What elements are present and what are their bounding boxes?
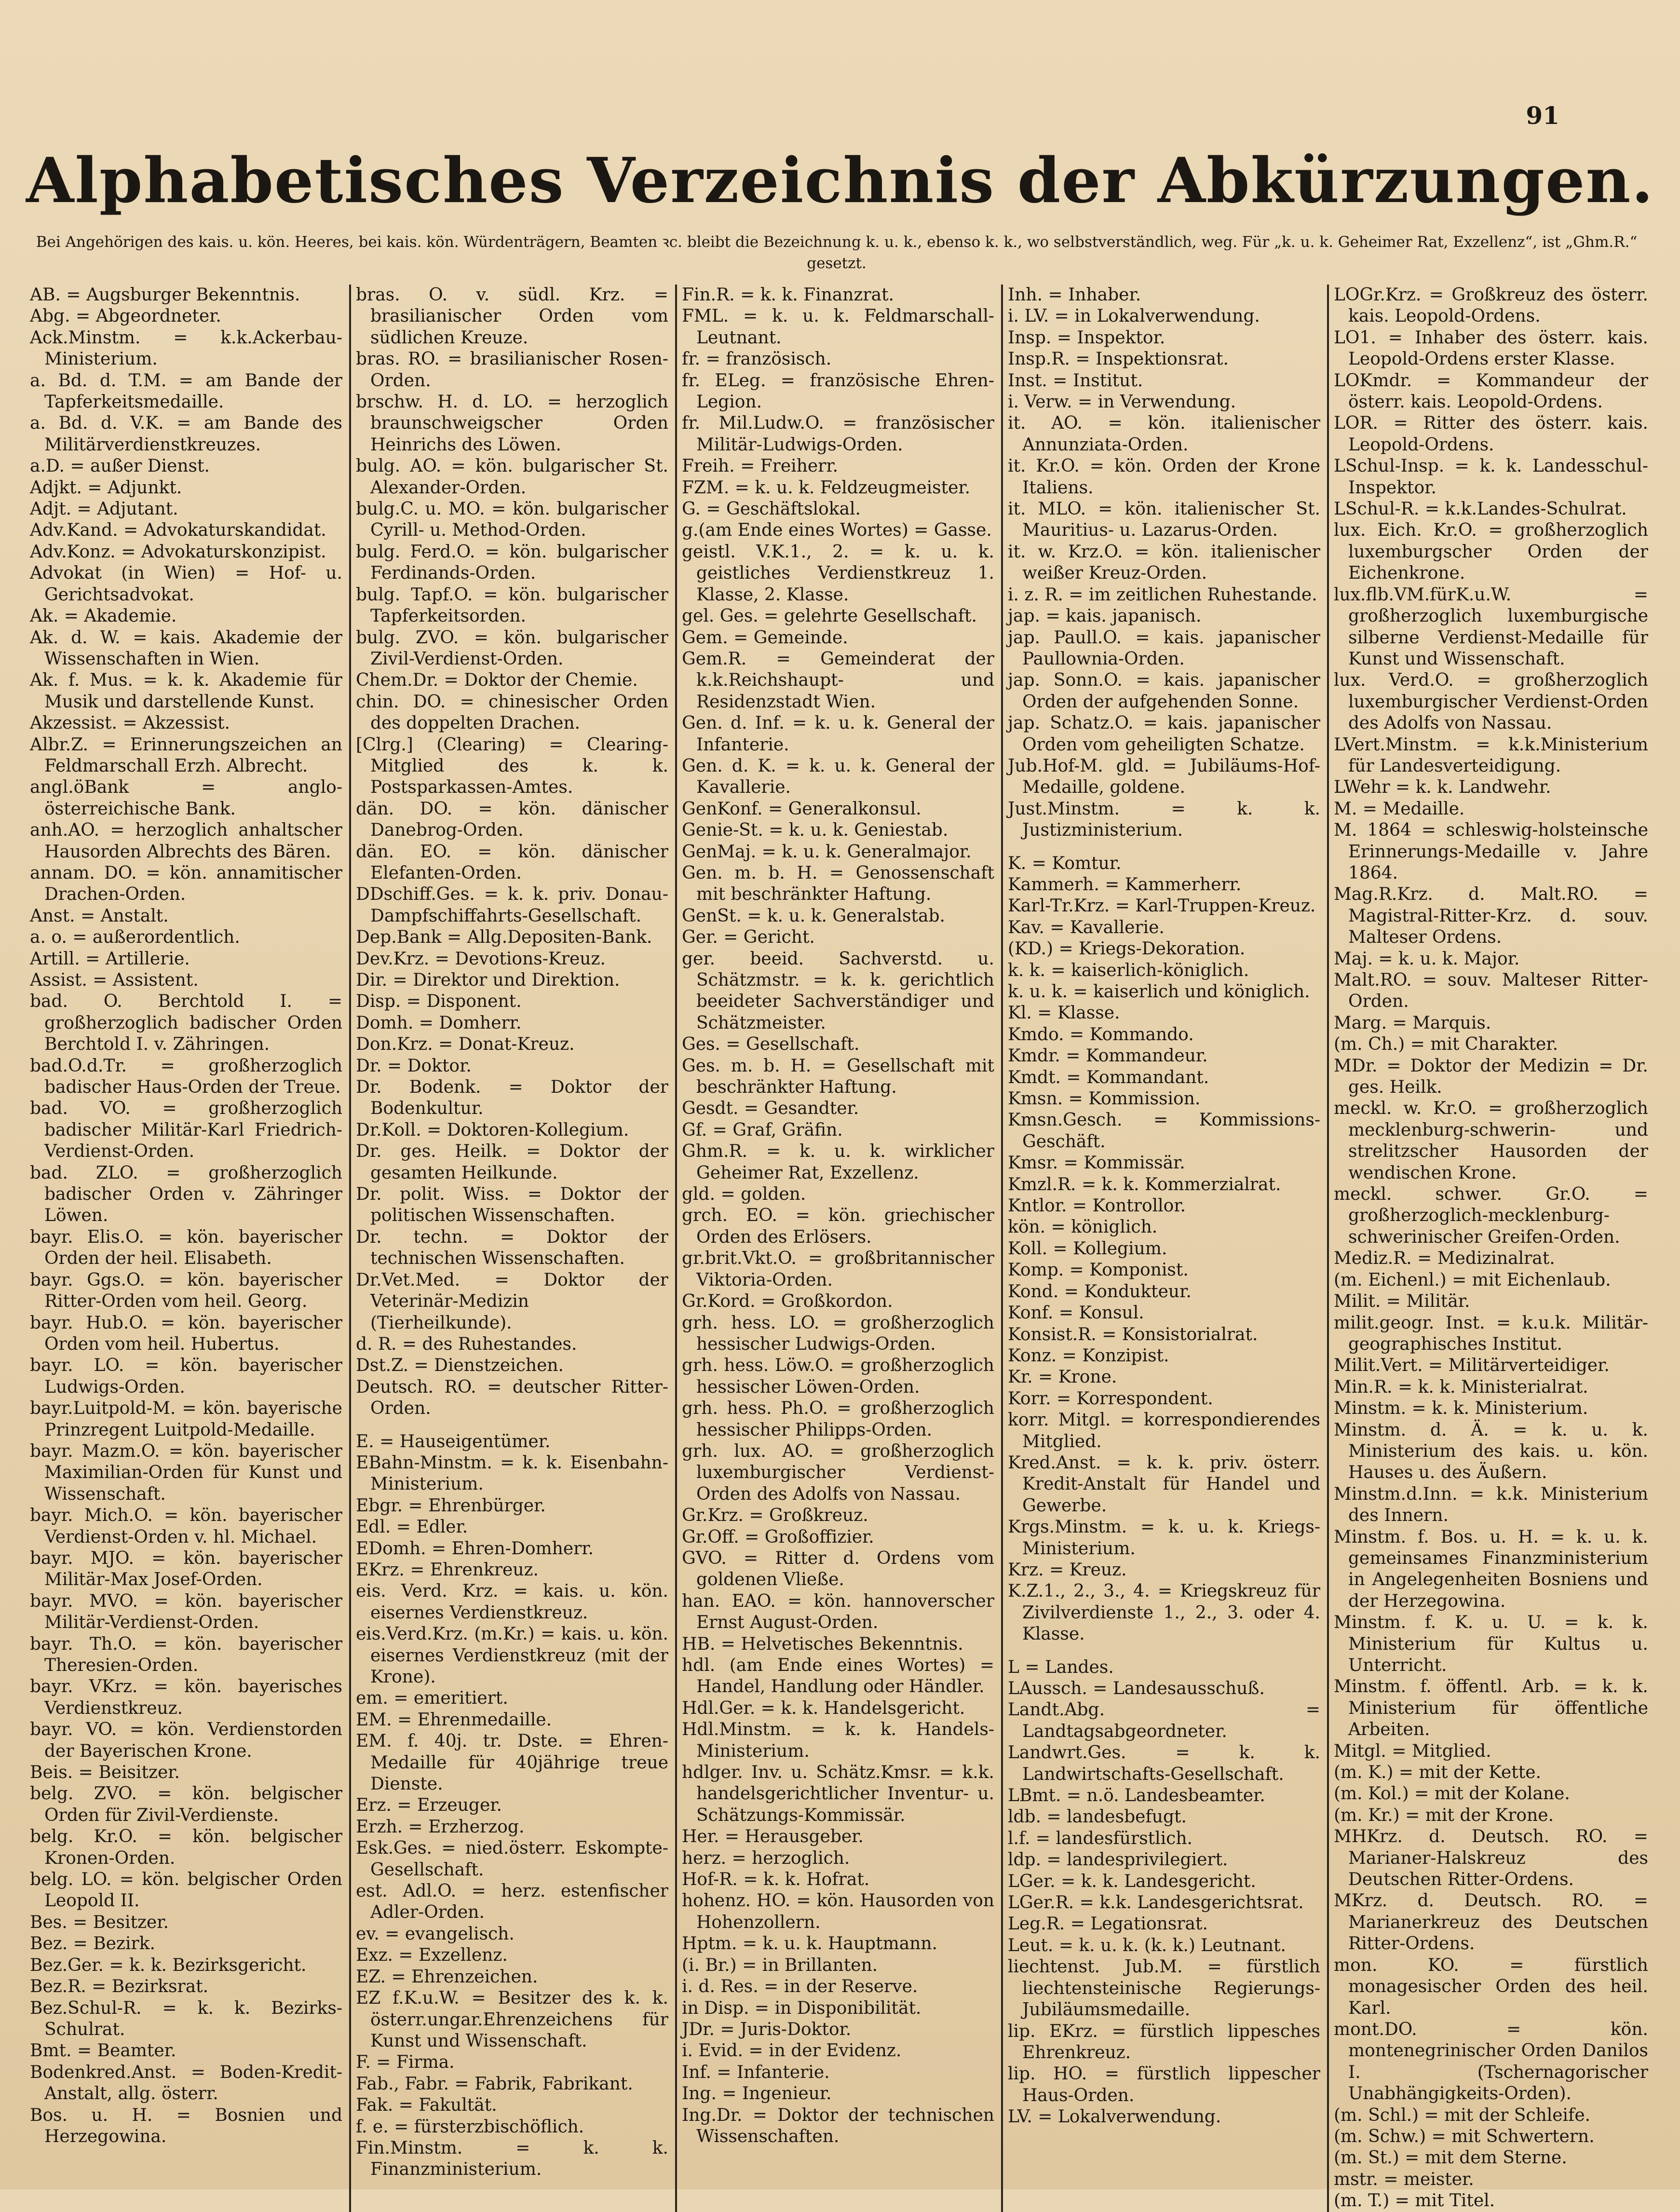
abbreviation-entry: Gf. = Graf, Gräfin. xyxy=(682,1120,843,1140)
abbreviation-entry: anh.AO. = herzoglich anhaltscher Hausorden Albrechts des Bären. xyxy=(30,820,342,862)
abbreviation-entry: it. w. Krz.O. = kön. italienischer weißer Kreuz-Orden. xyxy=(1008,542,1320,584)
abbreviation-entry: fr. ELeg. = französische Ehren-Legion. xyxy=(682,370,994,412)
abbreviation-entry: Genie-St. = k. u. k. Geniestab. xyxy=(682,820,948,841)
abbreviation-entry: Freih. = Freiherr. xyxy=(682,456,839,476)
abbreviation-entry: Gen. m. b. H. = Genossenschaft mit beschränkter Haftung. xyxy=(682,863,994,905)
abbreviation-entry: a.D. = außer Dienst. xyxy=(30,456,210,476)
abbreviation-entry: Ger. = Gericht. xyxy=(682,927,815,948)
abbreviation-entry: bras. O. v. südl. Krz. = brasilianischer Orden vom südlichen Kreuze. xyxy=(356,285,668,348)
abbreviation-entry: i. Verw. = in Verwendung. xyxy=(1008,392,1236,412)
abbreviation-entry: EZ f.K.u.W. = Besitzer des k. k. österr.ungar.Ehrenzeichens für Kunst und Wissenschaft. xyxy=(356,1988,668,2051)
abbreviation-entry: Mitgl. = Mitglied. xyxy=(1334,1741,1491,1761)
abbreviation-entry: M. 1864 = schleswig-holsteinsche Erinnerungs-Medaille v. Jahre 1864. xyxy=(1334,820,1648,883)
abbreviation-entry: Fin.Minstm. = k. k. Finanzministerium. xyxy=(356,2138,668,2180)
abbreviation-entry: Ack.Minstm. = k.k.Ackerbau-Ministerium. xyxy=(30,327,342,369)
abbreviation-entry: LOGr.Krz. = Großkreuz des österr. kais. Leopold-Ordens. xyxy=(1334,285,1648,326)
abbreviation-entry: Jub.Hof-M. gld. = Jubiläums-Hof-Medaille, goldene. xyxy=(1008,756,1320,798)
abbreviation-entry: Insp.R. = Inspektionsrat. xyxy=(1008,349,1229,369)
abbreviation-entry: Kmdo. = Kommando. xyxy=(1008,1024,1194,1045)
abbreviation-entry: LO1. = Inhaber des österr. kais. Leopold-Ordens erster Klasse. xyxy=(1334,327,1648,369)
abbreviation-entry: i. Evid. = in der Evidenz. xyxy=(682,2041,902,2061)
abbreviation-entry: kön. = königlich. xyxy=(1008,1217,1158,1237)
abbreviation-entry: Krz. = Kreuz. xyxy=(1008,1560,1127,1580)
abbreviation-entry: Dr. polit. Wiss. = Doktor der politischen Wissenschaften. xyxy=(356,1184,668,1226)
abbreviation-entry: GenKonf. = Generalkonsul. xyxy=(682,799,921,819)
abbreviation-entry: Ebgr. = Ehrenbürger. xyxy=(356,1495,546,1516)
abbreviation-entry: Deutsch. RO. = deutscher Ritter-Orden. xyxy=(356,1377,668,1419)
abbreviation-entry: hohenz. HO. = kön. Hausorden von Hohenzollern. xyxy=(682,1891,994,1932)
abbreviation-entry: Bez.Schul-R. = k. k. Bezirks-Schulrat. xyxy=(30,1998,342,2039)
abbreviation-entry: Inst. = Institut. xyxy=(1008,370,1143,391)
abbreviation-entry: Ak. = Akademie. xyxy=(30,606,177,626)
abbreviation-entry: Kl. = Klasse. xyxy=(1008,1003,1120,1023)
abbreviation-entry: bulg.C. u. MO. = kön. bulgarischer Cyrill- u. Method-Orden. xyxy=(356,499,668,541)
abbreviation-entry: ev. = evangelisch. xyxy=(356,1924,515,1944)
abbreviation-entry: Domh. = Domherr. xyxy=(356,1013,522,1033)
abbreviation-entry: Bez.Ger. = k. k. Bezirksgericht. xyxy=(30,1955,307,1975)
abbreviation-entry: lux. Eich. Kr.O. = großherzoglich luxemburgscher Orden der Eichenkrone. xyxy=(1334,520,1648,584)
abbreviation-entry: (KD.) = Kriegs-Dekoration. xyxy=(1008,939,1246,959)
abbreviation-entry: meckl. schwer. Gr.O. = großherzoglich-mecklenburg-schwerinischer Greifen-Orden. xyxy=(1334,1184,1648,1247)
abbreviation-entry: Minstm. d. Ä. = k. u. k. Ministerium des kais. u. kön. Hauses u. des Äußern. xyxy=(1334,1420,1648,1483)
abbreviation-entry: Adjt. = Adjutant. xyxy=(30,499,178,519)
abbreviation-entry: Mediz.R. = Medizinalrat. xyxy=(1334,1248,1555,1269)
abbreviation-entry: angl.öBank = anglo-österreichische Bank. xyxy=(30,777,342,819)
abbreviation-entry: Adjkt. = Adjunkt. xyxy=(30,477,182,498)
abbreviation-entry: geistl. V.K.1., 2. = k. u. k. geistliches Verdienstkreuz 1. Klasse, 2. Klasse. xyxy=(682,542,994,605)
abbreviation-entry: LOR. = Ritter des österr. kais. Leopold-Ordens. xyxy=(1334,413,1648,455)
abbreviation-entry: K. = Komtur. xyxy=(1008,853,1122,873)
abbreviation-entry: bad. VO. = großherzoglich badischer Militär-Karl Friedrich-Verdienst-Orden. xyxy=(30,1099,342,1162)
abbreviation-entry: bayr. Mazm.O. = kön. bayerischer Maximilian-Orden für Kunst und Wissenschaft. xyxy=(30,1441,342,1504)
column-4 xyxy=(1003,285,1329,2212)
abbreviation-entry: mont.DO. = kön. montenegrinischer Orden Danilos I. (Tschernagorischer Unabhängigkeits-Orden). xyxy=(1334,2019,1648,2104)
abbreviation-entry: mstr. = meister. xyxy=(1334,2169,1474,2189)
abbreviation-entry: ldb. = landesbefugt. xyxy=(1008,1807,1187,1827)
abbreviation-entry: hdlger. Inv. u. Schätz.Kmsr. = k.k. handelsgerichtlicher Inventur- u. Schätzungs-Kommissär. xyxy=(682,1763,994,1825)
abbreviation-entry: est. Adl.O. = herz. estenfischer Adler-Orden. xyxy=(356,1881,668,1923)
abbreviation-entry: Bos. u. H. = Bosnien und Herzegowina. xyxy=(30,2105,342,2146)
abbreviation-entry: [Clrg.] (Clearing) = Clearing-Mitglied des k. k. Postsparkassen-Amtes. xyxy=(356,734,668,798)
abbreviation-entry: chin. DO. = chinesischer Orden des doppelten Drachen. xyxy=(356,692,668,733)
abbreviation-entry: a. Bd. d. T.M. = am Bande der Tapferkeitsmedaille. xyxy=(30,370,342,412)
abbreviation-entry: Gr.Kord. = Großkordon. xyxy=(682,1291,893,1312)
abbreviation-entry: Inf. = Infanterie. xyxy=(682,2062,830,2082)
abbreviation-entry: Gr.Off. = Großoffizier. xyxy=(682,1527,874,1547)
abbreviation-entry: Gr.Krz. = Großkreuz. xyxy=(682,1506,868,1526)
abbreviation-entry: Hdl.Ger. = k. k. Handelsgericht. xyxy=(682,1698,965,1718)
abbreviation-entry: bayr. MVO. = kön. bayerischer Militär-Verdienst-Orden. xyxy=(30,1591,342,1633)
abbreviation-entry: Karl-Tr.Krz. = Karl-Truppen-Kreuz. xyxy=(1008,896,1316,916)
abbreviation-entry: g.(am Ende eines Wortes) = Gasse. xyxy=(682,520,992,541)
abbreviation-entry: Kond. = Kondukteur. xyxy=(1008,1281,1192,1302)
abbreviation-entry: (m. Eichenl.) = mit Eichenlaub. xyxy=(1334,1270,1611,1290)
abbreviation-entry: bayr. VO. = kön. Verdienstorden der Bayerischen Krone. xyxy=(30,1720,342,1761)
abbreviation-entry: Hof-R. = k. k. Hofrat. xyxy=(682,1870,870,1890)
abbreviation-entry: EM. f. 40j. tr. Dste. = Ehren-Medaille für 40jährige treue Dienste. xyxy=(356,1731,668,1794)
abbreviation-entry: Korr. = Korrespondent. xyxy=(1008,1388,1213,1409)
abbreviation-entry: Kmsr. = Kommissär. xyxy=(1008,1153,1185,1173)
abbreviation-entry: Dr. techn. = Doktor der technischen Wissenschaften. xyxy=(356,1227,668,1269)
abbreviation-entry: Konz. = Konzipist. xyxy=(1008,1345,1169,1366)
abbreviation-entry: gel. Ges. = gelehrte Gesellschaft. xyxy=(682,606,977,626)
abbreviation-entry: a. Bd. d. V.K. = am Bande des Militärverdienstkreuzes. xyxy=(30,413,342,455)
abbreviation-entry: grch. EO. = kön. griechischer Orden des Erlösers. xyxy=(682,1206,994,1247)
abbreviation-entry: Malt.RO. = souv. Malteser Ritter-Orden. xyxy=(1334,970,1648,1012)
abbreviation-entry: Leg.R. = Legationsrat. xyxy=(1008,1914,1208,1934)
abbreviation-entry: Ges. m. b. H. = Gesellschaft mit beschränkter Haftung. xyxy=(682,1056,994,1098)
abbreviation-entry: EM. = Ehrenmedaille. xyxy=(356,1710,552,1730)
abbreviation-entry: bayr. Th.O. = kön. bayerischer Theresien-Orden. xyxy=(30,1634,342,1675)
abbreviation-entry: Landwrt.Ges. = k. k. Landwirtschafts-Gesellschaft. xyxy=(1008,1743,1320,1784)
abbreviation-entry: Erz. = Erzeuger. xyxy=(356,1795,502,1816)
abbreviation-entry: Marg. = Marquis. xyxy=(1334,1013,1491,1033)
abbreviation-entry: a. o. = außerordentlich. xyxy=(30,927,240,948)
abbreviation-entry: Assist. = Assistent. xyxy=(30,970,199,990)
abbreviation-entry: (m. Schl.) = mit der Schleife. xyxy=(1334,2105,1591,2125)
abbreviation-entry: Kmsn.Gesch. = Kommissions-Geschäft. xyxy=(1008,1110,1320,1152)
abbreviation-entry: it. Kr.O. = kön. Orden der Krone Italiens. xyxy=(1008,456,1320,498)
abbreviation-entry: lip. EKrz. = fürstlich lippesches Ehrenkreuz. xyxy=(1008,2021,1320,2063)
abbreviation-entry: Beis. = Beisitzer. xyxy=(30,1763,180,1783)
abbreviation-entry: Dr. Bodenk. = Doktor der Bodenkultur. xyxy=(356,1077,668,1119)
abbreviation-entry: Exz. = Exzellenz. xyxy=(356,1945,508,1966)
abbreviation-entry: ldp. = landesprivilegiert. xyxy=(1008,1850,1228,1870)
abbreviation-entry: Fin.R. = k. k. Finanzrat. xyxy=(682,285,894,305)
abbreviation-entry: Kntlor. = Kontrollor. xyxy=(1008,1196,1186,1216)
abbreviation-entry: Edl. = Edler. xyxy=(356,1517,468,1537)
abbreviation-entry: FZM. = k. u. k. Feldzeugmeister. xyxy=(682,477,971,498)
abbreviation-entry: grh. lux. AO. = großherzoglich luxemburgischer Verdienst-Orden des Adolfs von Nassau. xyxy=(682,1441,994,1504)
abbreviation-entry: fr. = französisch. xyxy=(682,349,832,369)
abbreviation-entry: Chem.Dr. = Doktor der Chemie. xyxy=(356,670,638,691)
abbreviation-entry: Gesdt. = Gesandter. xyxy=(682,1099,859,1119)
abbreviation-entry: LOKmdr. = Kommandeur der österr. kais. Leopold-Ordens. xyxy=(1334,370,1648,412)
abbreviation-entry: Albr.Z. = Erinnerungszeichen an Feldmarschall Erzh. Albrecht. xyxy=(30,734,342,776)
abbreviation-entry: belg. LO. = kön. belgischer Orden Leopold II. xyxy=(30,1870,342,1911)
abbreviation-entry: l.f. = landesfürstlich. xyxy=(1008,1828,1192,1848)
abbreviation-entry: Insp. = Inspektor. xyxy=(1008,327,1165,348)
abbreviation-entry: bulg. ZVO. = kön. bulgarischer Zivil-Verdienst-Orden. xyxy=(356,627,668,669)
abbreviation-entry: bad.O.d.Tr. = großherzoglich badischer Haus-Orden der Treue. xyxy=(30,1056,342,1098)
abbreviation-entry: EKrz. = Ehrenkreuz. xyxy=(356,1560,539,1580)
abbreviation-entry: bulg. AO. = kön. bulgarischer St. Alexander-Orden. xyxy=(356,456,668,498)
abbreviation-entry: grh. hess. LO. = großherzoglich hessischer Ludwigs-Orden. xyxy=(682,1313,994,1354)
abbreviation-entry: bayr. Hub.O. = kön. bayerischer Orden vom heil. Hubertus. xyxy=(30,1313,342,1354)
abbreviation-entry: jap. = kais. japanisch. xyxy=(1008,606,1202,626)
abbreviation-entry: gld. = golden. xyxy=(682,1184,806,1205)
intro-note: Bei Angehörigen des kais. u. kön. Heeres, bei kais. kön. Würdenträgern, Beamten ꝛc. bleibt die Bezeichnung k. u. k., ebenso k. k., wo selbstverständlich, weg. Für „k. u. k. Geheimer Rat, Exzellenz“, ist „Ghm.R.“ gesetzt. xyxy=(36,233,1638,272)
abbreviation-entry: LWehr = k. k. Landwehr. xyxy=(1334,777,1551,798)
abbreviation-entry: Komp. = Komponist. xyxy=(1008,1260,1189,1280)
abbreviation-entry: lux. Verd.O. = großherzoglich luxemburgischer Verdienst-Orden des Adolfs von Nassau. xyxy=(1334,670,1648,733)
abbreviation-entry: it. MLO. = kön. italienischer St. Mauritius- u. Lazarus-Orden. xyxy=(1008,499,1320,541)
abbreviation-entry: bulg. Tapf.O. = kön. bulgarischer Tapferkeitsorden. xyxy=(356,584,668,626)
abbreviation-entry: Dev.Krz. = Devotions-Kreuz. xyxy=(356,949,606,969)
abbreviation-entry: EBahn-Minstm. = k. k. Eisenbahn-Ministerium. xyxy=(356,1452,668,1494)
abbreviation-entry: Don.Krz. = Donat-Kreuz. xyxy=(356,1034,575,1055)
abbreviation-entry: Min.R. = k. k. Ministerialrat. xyxy=(1334,1377,1588,1397)
abbreviation-entry: Ak. f. Mus. = k. k. Akademie für Musik und darstellende Kunst. xyxy=(30,670,342,712)
abbreviation-entry: Ges. = Gesellschaft. xyxy=(682,1034,860,1055)
abbreviation-entry: ger. beeid. Sachverstd. u. Schätzmstr. = k. k. gerichtlich beeideter Sachverständiger und Schätzmeister. xyxy=(682,949,994,1033)
abbreviation-entry: Kammerh. = Kammerherr. xyxy=(1008,874,1242,895)
abbreviation-entry: belg. ZVO. = kön. belgischer Orden für Zivil-Verdienste. xyxy=(30,1784,342,1825)
abbreviation-entry: Fak. = Fakultät. xyxy=(356,2095,497,2116)
abbreviation-entry: Hdl.Minstm. = k. k. Handels-Ministerium. xyxy=(682,1720,994,1761)
abbreviation-entry: LV. = Lokalverwendung. xyxy=(1008,2107,1221,2127)
abbreviation-entry: Milit.Vert. = Militärverteidiger. xyxy=(1334,1356,1610,1376)
abbreviation-entry: han. EAO. = kön. hannoverscher Ernst August-Orden. xyxy=(682,1591,994,1633)
abbreviation-entry: bayr.Luitpold-M. = kön. bayerische Prinzregent Luitpold-Medaille. xyxy=(30,1398,342,1440)
abbreviation-entry: Adv.Konz. = Advokaturskonzipist. xyxy=(30,542,326,562)
abbreviation-entry: bras. RO. = brasilianischer Rosen-Orden. xyxy=(356,349,668,391)
abbreviation-entry: Minstm. f. öffentl. Arb. = k. k. Ministerium für öffentliche Arbeiten. xyxy=(1334,1677,1648,1740)
abbreviation-entry: Maj. = k. u. k. Major. xyxy=(1334,949,1520,969)
abbreviation-entry: bayr. LO. = kön. bayerischer Ludwigs-Orden. xyxy=(30,1356,342,1397)
abbreviation-entry: GVO. = Ritter d. Ordens vom goldenen Vließe. xyxy=(682,1548,994,1590)
abbreviation-entry: Kr. = Krone. xyxy=(1008,1367,1117,1387)
abbreviation-entry: Advokat (in Wien) = Hof- u. Gerichtsadvokat. xyxy=(30,563,342,605)
abbreviation-entry: Kmdr. = Kommandeur. xyxy=(1008,1046,1208,1066)
abbreviation-entry: Ghm.R. = k. u. k. wirklicher Geheimer Rat, Exzellenz. xyxy=(682,1141,994,1183)
abbreviation-entry: LBmt. = n.ö. Landesbeamter. xyxy=(1008,1786,1265,1806)
abbreviation-entry: Bez.R. = Bezirksrat. xyxy=(30,1977,209,1997)
abbreviation-entry: L = Landes. xyxy=(1008,1657,1114,1677)
abbreviation-entry: bad. ZLO. = großherzoglich badischer Orden v. Zähringer Löwen. xyxy=(30,1163,342,1226)
abbreviation-entry: Inh. = Inhaber. xyxy=(1008,285,1141,305)
abbreviation-entry: gr.brit.Vkt.O. = großbritannischer Viktoria-Orden. xyxy=(682,1248,994,1290)
abbreviation-entry: bulg. Ferd.O. = kön. bulgarischer Ferdinands-Orden. xyxy=(356,542,668,584)
abbreviation-entry: EZ. = Ehrenzeichen. xyxy=(356,1967,538,1987)
abbreviation-entry: Hptm. = k. u. k. Hauptmann. xyxy=(682,1934,937,1954)
abbreviation-entry: K.Z.1., 2., 3., 4. = Kriegskreuz für Zivilverdienste 1., 2., 3. oder 4. Klasse. xyxy=(1008,1581,1320,1644)
abbreviation-entry: grh. hess. Ph.O. = großherzoglich hessischer Philipps-Orden. xyxy=(682,1398,994,1440)
abbreviation-entry: LVert.Minstm. = k.k.Ministerium für Landesverteidigung. xyxy=(1334,734,1648,776)
abbreviation-entry: (i. Br.) = in Brillanten. xyxy=(682,1955,878,1975)
abbreviation-entry: LSchul-Insp. = k. k. Landesschul-Inspektor. xyxy=(1334,456,1648,498)
abbreviation-entry: Adv.Kand. = Advokaturskandidat. xyxy=(30,520,326,541)
abbreviation-entry: Abg. = Abgeordneter. xyxy=(30,306,221,326)
abbreviation-entry: dän. DO. = kön. dänischer Danebrog-Orden. xyxy=(356,799,668,841)
abbreviation-entry: Kmdt. = Kommandant. xyxy=(1008,1067,1209,1087)
abbreviation-entry: (m. Schw.) = mit Schwertern. xyxy=(1334,2126,1595,2146)
abbreviation-entry: Just.Minstm. = k. k. Justizministerium. xyxy=(1008,799,1320,841)
abbreviation-entry: Dr.Koll. = Doktoren-Kollegium. xyxy=(356,1120,629,1140)
abbreviation-entry: milit.geogr. Inst. = k.u.k. Militär-geographisches Institut. xyxy=(1334,1313,1648,1354)
abbreviation-entry: fr. Mil.Ludw.O. = französischer Militär-Ludwigs-Orden. xyxy=(682,413,994,455)
abbreviation-entry: dän. EO. = kön. dänischer Elefanten-Orden. xyxy=(356,841,668,883)
abbreviation-entry: i. z. R. = im zeitlichen Ruhestande. xyxy=(1008,584,1317,605)
abbreviation-entry: Konf. = Konsul. xyxy=(1008,1303,1144,1323)
abbreviation-entry: bayr. VKrz. = kön. bayerisches Verdienstkreuz. xyxy=(30,1677,342,1718)
column-3 xyxy=(677,285,1003,2212)
abbreviation-entry: k. u. k. = kaiserlich und königlich. xyxy=(1008,982,1310,1002)
abbreviation-entry: F. = Firma. xyxy=(356,2052,455,2073)
abbreviation-entry: Erzh. = Erzherzog. xyxy=(356,1817,525,1837)
abbreviation-entry: bad. O. Berchtold I. = großherzoglich badischer Orden Berchtold I. v. Zähringen. xyxy=(30,991,342,1055)
abbreviation-entry: Ing.Dr. = Doktor der technischen Wissenschaften. xyxy=(682,2105,994,2146)
abbreviation-entry: Bes. = Besitzer. xyxy=(30,1912,169,1932)
abbreviation-entry: Bmt. = Beamter. xyxy=(30,2041,176,2061)
abbreviation-entry: Kred.Anst. = k. k. priv. österr. Kredit-Anstalt für Handel und Gewerbe. xyxy=(1008,1452,1320,1516)
abbreviation-entry: GenMaj. = k. u. k. Generalmajor. xyxy=(682,841,972,862)
abbreviation-entry: Artill. = Artillerie. xyxy=(30,949,190,969)
abbreviation-entry: Koll. = Kollegium. xyxy=(1008,1238,1167,1259)
abbreviation-entry: Kmsn. = Kommission. xyxy=(1008,1089,1201,1109)
abbreviation-entry: jap. Schatz.O. = kais. japanischer Orden vom geheiligten Schatze. xyxy=(1008,713,1320,755)
abbreviation-entry: AB. = Augsburger Bekenntnis. xyxy=(30,285,300,305)
abbreviation-entry: MHKrz. d. Deutsch. RO. = Marianer-Halskreuz des Deutschen Ritter-Ordens. xyxy=(1334,1827,1648,1890)
abbreviation-entry: Minstm. = k. k. Ministerium. xyxy=(1334,1398,1588,1419)
abbreviation-entry: Konsist.R. = Konsistorialrat. xyxy=(1008,1324,1258,1344)
abbreviation-entry: M. = Medaille. xyxy=(1334,799,1465,819)
abbreviation-entry: Dep.Bank = Allg.Depositen-Bank. xyxy=(356,927,652,948)
abbreviation-entry: G. = Geschäftslokal. xyxy=(682,499,861,519)
abbreviation-columns xyxy=(25,285,1655,2211)
abbreviation-entry: herz. = herzoglich. xyxy=(682,1848,850,1868)
abbreviation-entry: i. d. Res. = in der Reserve. xyxy=(682,1977,918,1997)
abbreviation-entry: Minstm.d.Inn. = k.k. Ministerium des Innern. xyxy=(1334,1484,1648,1526)
abbreviation-entry: LSchul-R. = k.k.Landes-Schulrat. xyxy=(1334,499,1627,519)
abbreviation-entry: Bez. = Bezirk. xyxy=(30,1934,155,1954)
abbreviation-entry: korr. Mitgl. = korrespondierendes Mitglied. xyxy=(1008,1410,1320,1452)
abbreviation-entry: eis. Verd. Krz. = kais. u. kön. eisernes Verdienstkreuz. xyxy=(356,1581,668,1623)
abbreviation-entry: lip. HO. = fürstlich lippescher Haus-Orden. xyxy=(1008,2064,1320,2105)
abbreviation-entry: Dr.Vet.Med. = Doktor der Veterinär-Medizin (Tierheilkunde). xyxy=(356,1270,668,1333)
abbreviation-entry: bayr. Elis.O. = kön. bayerischer Orden der heil. Elisabeth. xyxy=(30,1227,342,1269)
abbreviation-entry: jap. Sonn.O. = kais. japanischer Orden der aufgehenden Sonne. xyxy=(1008,670,1320,712)
abbreviation-entry: Minstm. f. K. u. U. = k. k. Ministerium für Kultus u. Unterricht. xyxy=(1334,1613,1648,1675)
abbreviation-entry: (m. Ch.) = mit Charakter. xyxy=(1334,1034,1558,1055)
abbreviation-entry: Ak. d. W. = kais. Akademie der Wissenschaften in Wien. xyxy=(30,627,342,669)
abbreviation-entry: Kav. = Kavallerie. xyxy=(1008,917,1165,937)
abbreviation-entry: it. AO. = kön. italienischer Annunziata-Orden. xyxy=(1008,413,1320,455)
abbreviation-entry: bayr. Mich.O. = kön. bayerischer Verdienst-Orden v. hl. Michael. xyxy=(30,1506,342,1547)
abbreviation-entry: (m. K.) = mit der Kette. xyxy=(1334,1763,1541,1783)
abbreviation-entry: Mag.R.Krz. d. Malt.RO. = Magistral-Ritter-Krz. d. souv. Malteser Ordens. xyxy=(1334,884,1648,948)
abbreviation-entry: LGer. = k. k. Landesgericht. xyxy=(1008,1871,1256,1891)
abbreviation-entry: (m. St.) = mit dem Sterne. xyxy=(1334,2148,1567,2168)
abbreviation-entry: FML. = k. u. k. Feldmarschall-Leutnant. xyxy=(682,306,994,348)
abbreviation-entry: Esk.Ges. = nied.österr. Eskompte-Gesellschaft. xyxy=(356,1838,668,1880)
abbreviation-entry: Gen. d. K. = k. u. k. General der Kavallerie. xyxy=(682,756,994,798)
abbreviation-entry: Akzessist. = Akzessist. xyxy=(30,713,230,733)
column-2 xyxy=(351,285,677,2212)
abbreviation-entry: k. k. = kaiserlich-königlich. xyxy=(1008,960,1249,980)
abbreviation-entry: d. R. = des Ruhestandes. xyxy=(356,1334,577,1354)
abbreviation-entry: Fab., Fabr. = Fabrik, Fabrikant. xyxy=(356,2074,633,2094)
abbreviation-entry: mon. KO. = fürstlich monagesischer Orden des heil. Karl. xyxy=(1334,1955,1648,2018)
abbreviation-entry: Bodenkred.Anst. = Boden-Kredit-Anstalt, allg. österr. xyxy=(30,2062,342,2104)
abbreviation-entry: grh. hess. Löw.O. = großherzoglich hessischer Löwen-Orden. xyxy=(682,1356,994,1397)
abbreviation-entry: Milit. = Militär. xyxy=(1334,1291,1470,1312)
abbreviation-entry: Ing. = Ingenieur. xyxy=(682,2084,832,2104)
abbreviation-entry: Dr. ges. Heilk. = Doktor der gesamten Heilkunde. xyxy=(356,1141,668,1183)
abbreviation-entry: EDomh. = Ehren-Domherr. xyxy=(356,1538,594,1559)
abbreviation-entry: DDschiff.Ges. = k. k. priv. Donau-Dampfschiffahrts-Gesellschaft. xyxy=(356,884,668,926)
abbreviation-entry: in Disp. = in Disponibilität. xyxy=(682,1998,921,2018)
abbreviation-entry: Dr. = Doktor. xyxy=(356,1056,472,1076)
abbreviation-entry: Kmzl.R. = k. k. Kommerzialrat. xyxy=(1008,1174,1281,1194)
abbreviation-entry: Krgs.Minstm. = k. u. k. Kriegs-Ministerium. xyxy=(1008,1517,1320,1559)
abbreviation-entry: i. LV. = in Lokalverwendung. xyxy=(1008,306,1260,326)
abbreviation-entry: Disp. = Disponent. xyxy=(356,991,522,1012)
abbreviation-entry: Minstm. f. Bos. u. H. = k. u. k. gemeinsames Finanzministerium in Angelegenheiten Bosniens und der Herzegowina. xyxy=(1334,1527,1648,1611)
abbreviation-entry: Her. = Herausgeber. xyxy=(682,1827,864,1847)
column-1 xyxy=(25,285,351,2212)
abbreviation-entry: Gem.R. = Gemeinderat der k.k.Reichshaupt- und Residenzstadt Wien. xyxy=(682,649,994,712)
abbreviation-entry: Anst. = Anstalt. xyxy=(30,906,169,926)
abbreviation-entry: f. e. = fürsterzbischöflich. xyxy=(356,2117,584,2137)
abbreviation-entry: E. = Hauseigentümer. xyxy=(356,1431,551,1452)
abbreviation-entry: JDr. = Juris-Doktor. xyxy=(682,2019,852,2039)
abbreviation-entry: HB. = Helvetisches Bekenntnis. xyxy=(682,1634,963,1654)
abbreviation-entry: eis.Verd.Krz. (m.Kr.) = kais. u. kön. eisernes Verdienstkreuz (mit der Krone). xyxy=(356,1624,668,1687)
abbreviation-entry: Leut. = k. u. k. (k. k.) Leutnant. xyxy=(1008,1935,1286,1955)
abbreviation-entry: annam. DO. = kön. annamitischer Drachen-Orden. xyxy=(30,863,342,905)
abbreviation-entry: jap. Paull.O. = kais. japanischer Paullownia-Orden. xyxy=(1008,627,1320,669)
abbreviation-entry: MKrz. d. Deutsch. RO. = Marianerkreuz des Deutschen Ritter-Ordens. xyxy=(1334,1891,1648,1954)
abbreviation-entry: liechtenst. Jub.M. = fürstlich liechtensteinische Regierungs-Jubiläumsmedaille. xyxy=(1008,1957,1320,2020)
page-number: 91 xyxy=(1526,101,1559,130)
abbreviation-entry: Landt.Abg. = Landtagsabgeordneter. xyxy=(1008,1700,1320,1741)
abbreviation-entry: hdl. (am Ende eines Wortes) = Handel, Handlung oder Händler. xyxy=(682,1656,994,1697)
abbreviation-entry: (m. T.) = mit Titel. xyxy=(1334,2191,1495,2211)
abbreviation-entry: LAussch. = Landesausschuß. xyxy=(1008,1679,1265,1698)
abbreviation-entry: meckl. w. Kr.O. = großherzoglich mecklenburg-schwerin- und strelitzscher Hausorden der wendischen Krone. xyxy=(1334,1099,1648,1183)
abbreviation-entry: GenSt. = k. u. k. Generalstab. xyxy=(682,906,945,926)
abbreviation-entry: lux.flb.VM.fürK.u.W. = großherzoglich luxemburgische silberne Verdienst-Medaille für Kunst und Wissenschaft. xyxy=(1334,584,1648,669)
abbreviation-entry: Gen. d. Inf. = k. u. k. General der Infanterie. xyxy=(682,713,994,755)
abbreviation-entry: bayr. MJO. = kön. bayerischer Militär-Max Josef-Orden. xyxy=(30,1548,342,1590)
abbreviation-entry: (m. Kol.) = mit der Kolane. xyxy=(1334,1784,1570,1804)
abbreviation-entry: em. = emeritiert. xyxy=(356,1688,508,1709)
abbreviation-entry: Dst.Z. = Dienstzeichen. xyxy=(356,1356,564,1376)
abbreviation-entry: bayr. Ggs.O. = kön. bayerischer Ritter-Orden vom heil. Georg. xyxy=(30,1270,342,1312)
abbreviation-entry: (m. Kr.) = mit der Krone. xyxy=(1334,1805,1554,1825)
column-5 xyxy=(1329,285,1655,2212)
abbreviation-entry: Dir. = Direktor und Direktion. xyxy=(356,970,620,990)
abbreviation-entry: Gem. = Gemeinde. xyxy=(682,627,848,648)
abbreviation-entry: MDr. = Doktor der Medizin = Dr. ges. Heilk. xyxy=(1334,1056,1648,1098)
abbreviation-entry: LGer.R. = k.k. Landesgerichtsrat. xyxy=(1008,1893,1304,1913)
abbreviation-entry: brschw. H. d. LO. = herzoglich braunschweigscher Orden Heinrichs des Löwen. xyxy=(356,392,668,455)
page-title: Alphabetisches Verzeichnis der Abkürzungen. xyxy=(26,145,1654,217)
abbreviation-entry: belg. Kr.O. = kön. belgischer Kronen-Orden. xyxy=(30,1827,342,1868)
